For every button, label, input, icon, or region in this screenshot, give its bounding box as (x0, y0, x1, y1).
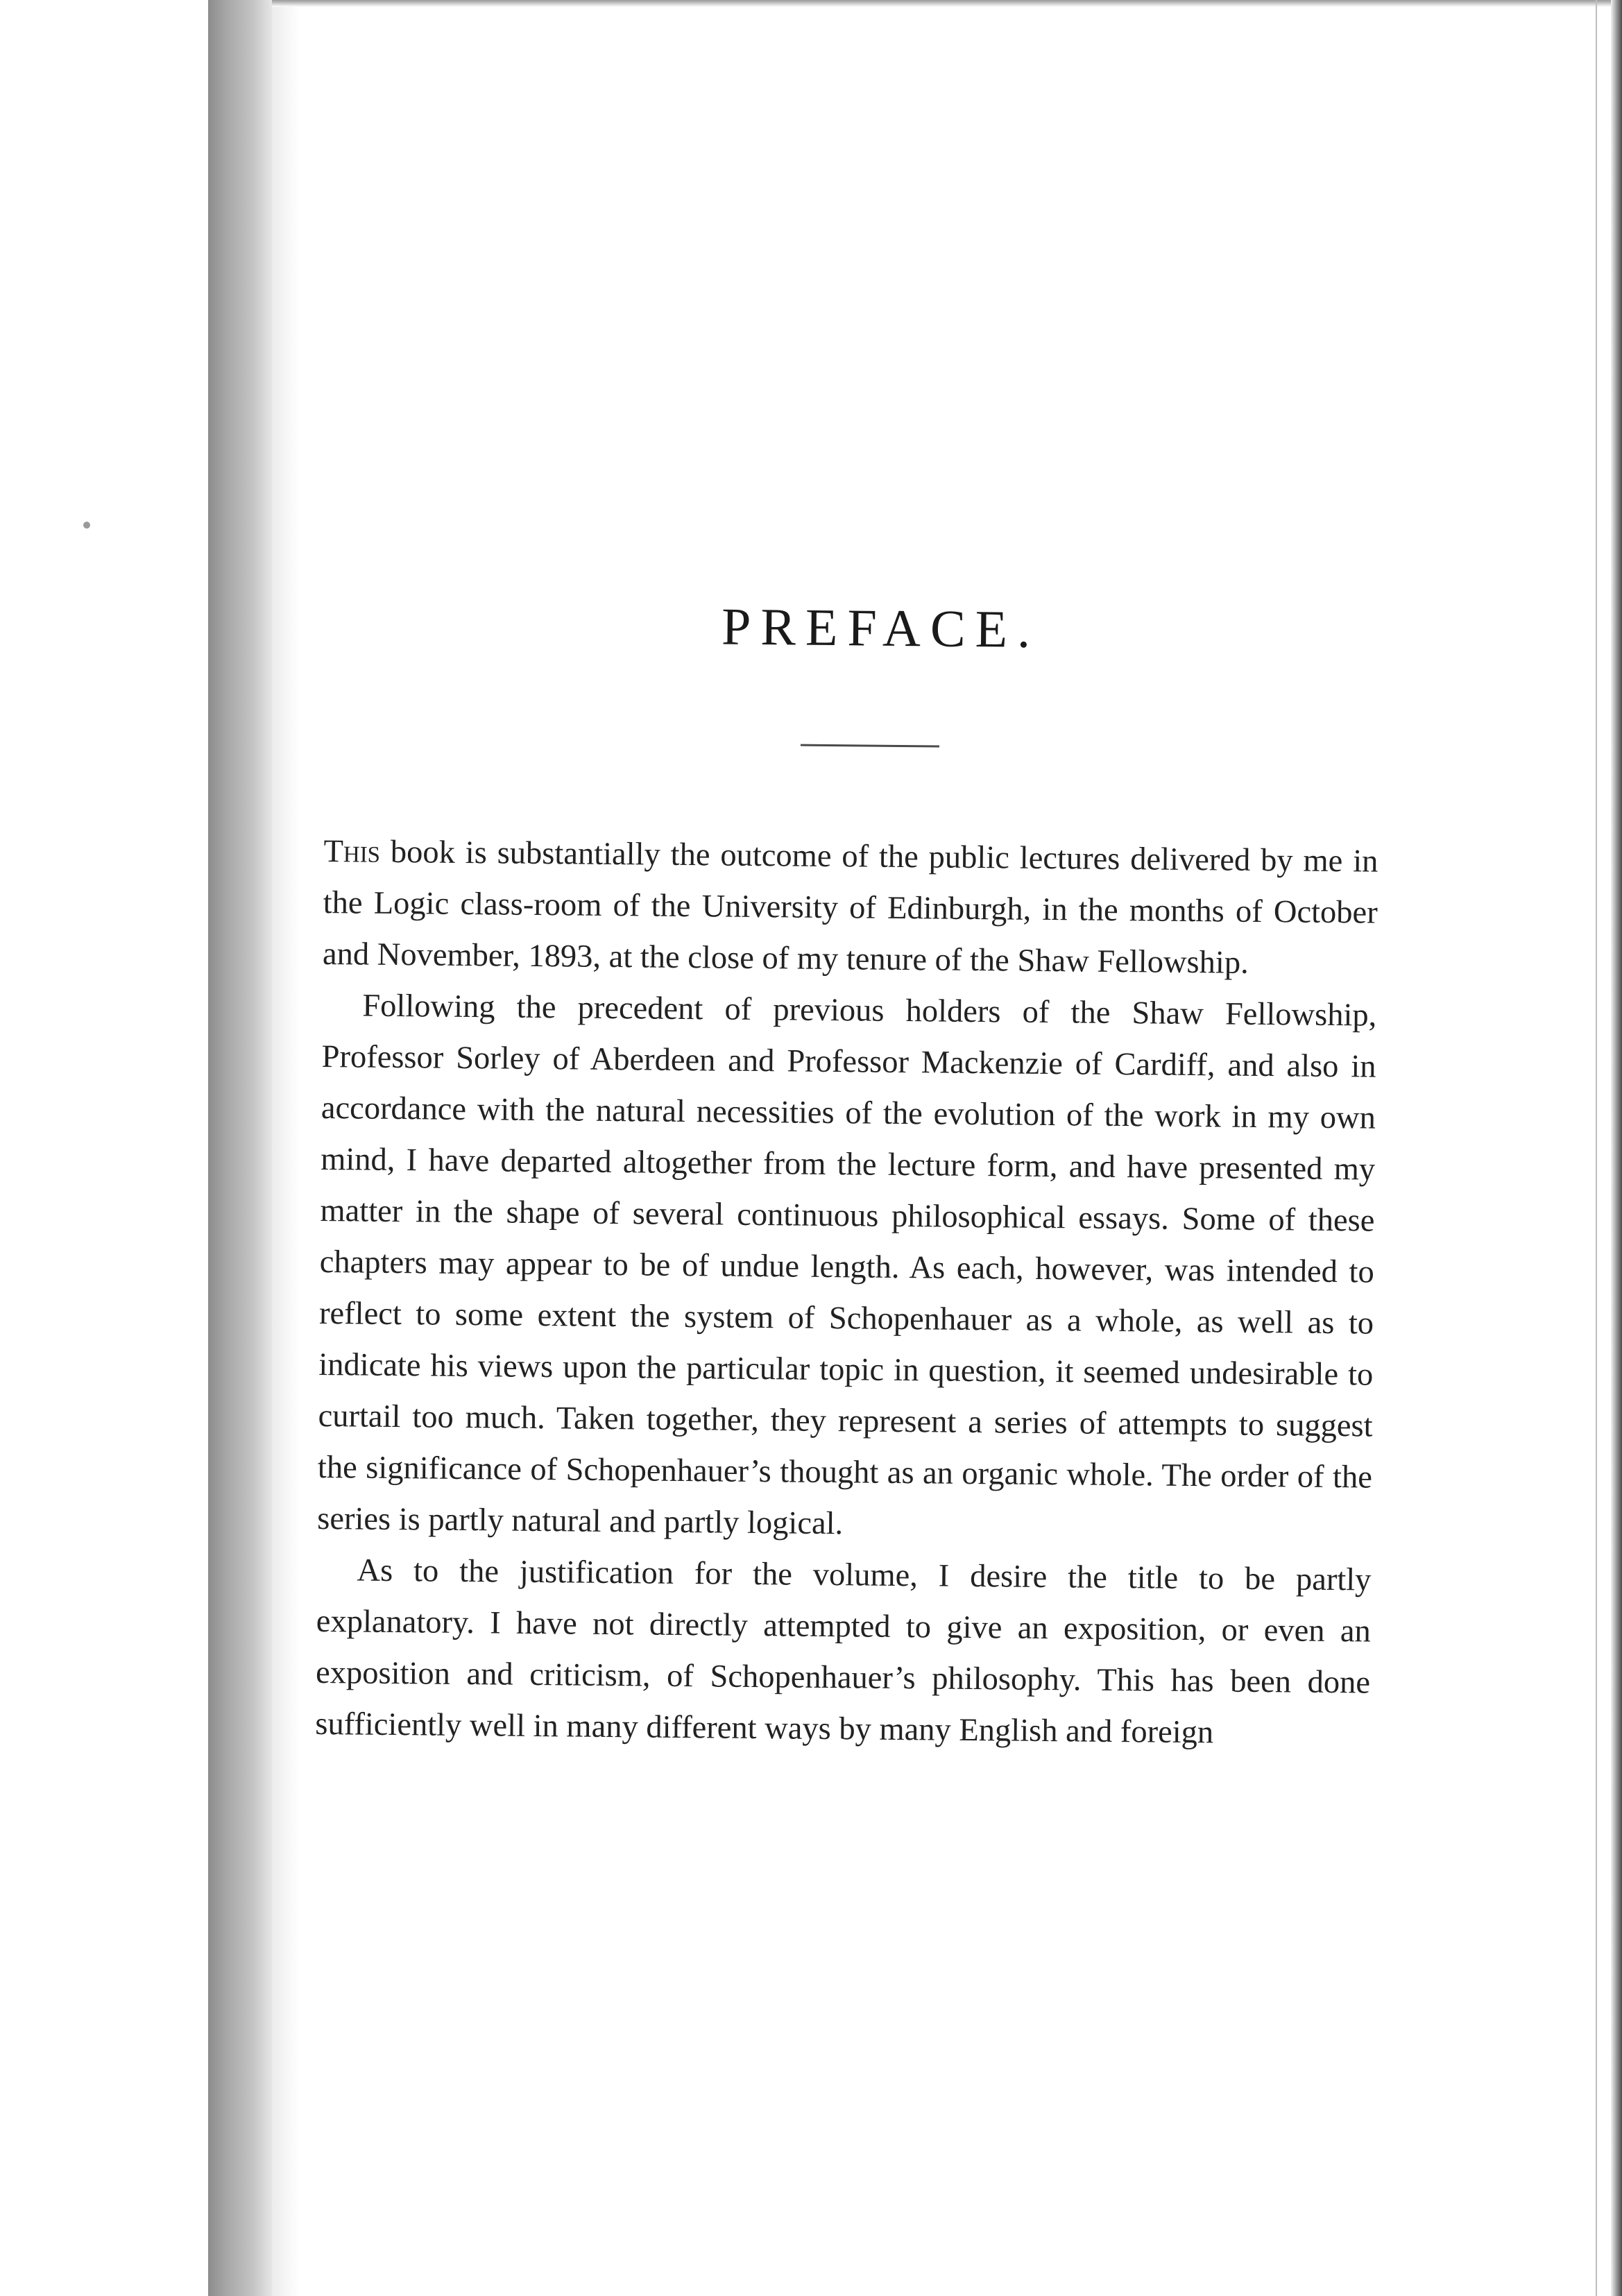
title-rule (801, 744, 939, 748)
binding-gutter-shadow (208, 0, 272, 2296)
page-right-border (1596, 0, 1597, 2296)
paragraph-2 (317, 980, 1377, 1555)
preface-body (315, 826, 1378, 1760)
book-page (315, 597, 1381, 1760)
paragraph-text: Following the precedent of previous holders of the Shaw Fellowship, Professor Sorley of Aberdeen and Professor Mackenzie of Cardiff, and also in accordance with the natural necessities of the evolution of the work in my own mind, I have departed altogether from the lecture form, and have presented my matter in the shape of several continuous philosophical essays. Some of these chapters may appear to be of undue length. As each, however, was intended to reflect to some extent the system of Schopenhauer as a whole, as well as to indicate his views upon the particular topic in question, it seemed undesirable to curtail too much. Taken together, they represent a series of attempts to suggest the significance of Schopenhauer’s thought as an organic whole. The order of the series is partly natural and partly logical. (316, 988, 1377, 1542)
scan-speck (83, 522, 90, 529)
paragraph-1 (323, 826, 1378, 991)
page-title: PREFACE. (721, 597, 1041, 659)
binding-gutter-edge (272, 0, 300, 2296)
paragraph-3 (315, 1545, 1372, 1760)
lead-word: This (323, 833, 381, 870)
page-top-shade (272, 0, 1622, 7)
scan-right-edge (1611, 0, 1622, 2296)
paragraph-text: As to the justification for the volume, I desire the title to be partly explanatory. I have not directly attempted to give an exposition, or even an exposition and criticism, of Schopenhauer’s philosophy. This has been done sufficiently well in many different ways by many English and foreign (315, 1552, 1372, 1751)
paragraph-text: book is substantially the outcome of the public lectures delivered by me in the Logic class-room of the University of Edinburgh, in the months of October and November, 1893, at the close of my tenure of the Shaw Fellowship. (322, 834, 1378, 981)
